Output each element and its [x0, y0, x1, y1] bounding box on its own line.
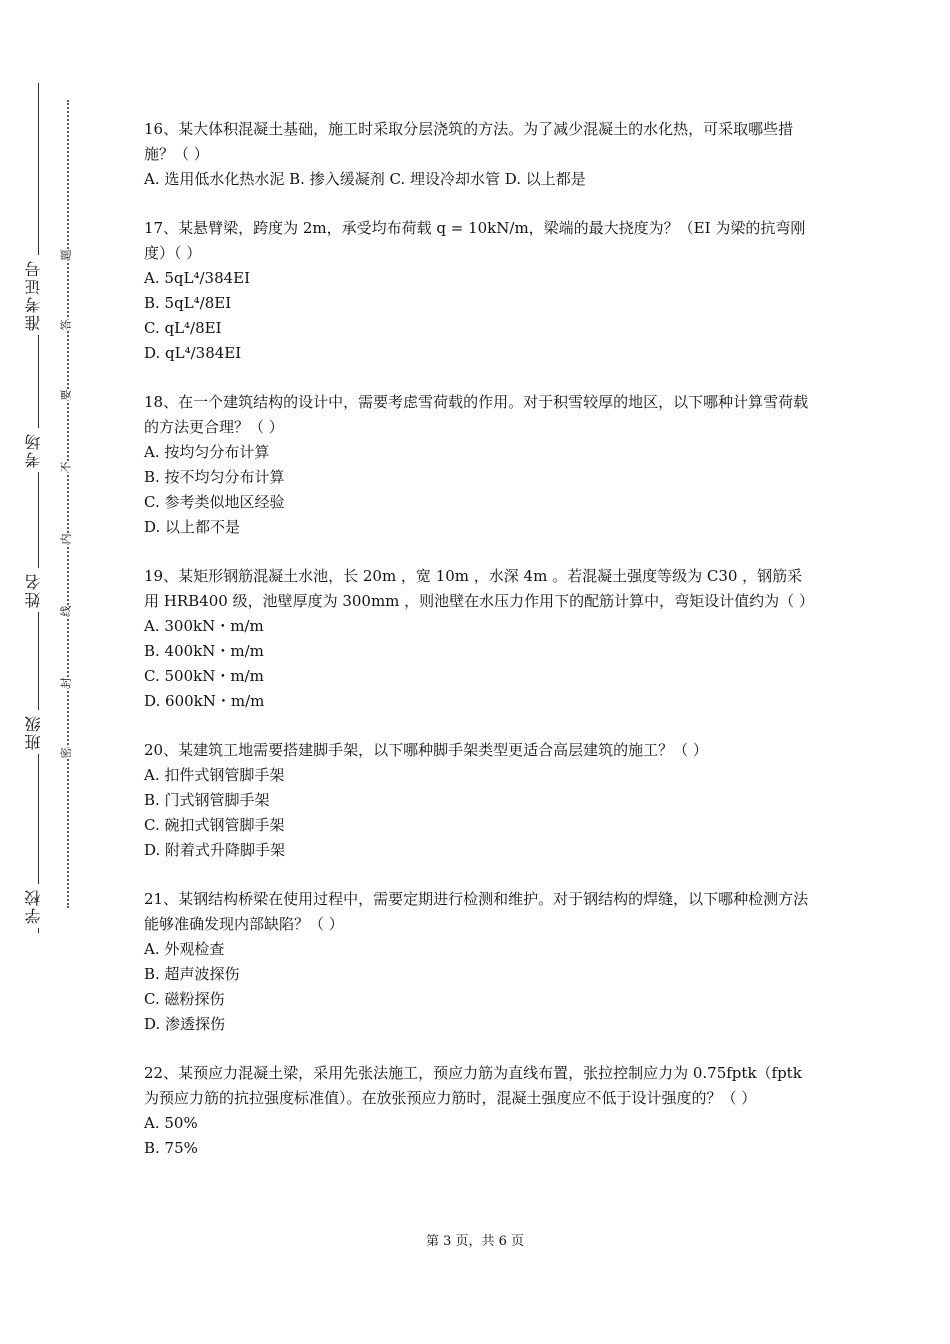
option-b: B. 门式钢管脚手架 [144, 791, 270, 809]
field-exam-number: 准考证号 [22, 255, 45, 335]
seal-char: 题 [55, 250, 77, 261]
option-c: C. 参考类似地区经验 [144, 493, 285, 511]
question-options-inline: A. 选用低水化热水泥 B. 掺入缓凝剂 C. 埋设冷却水管 D. 以上都是 [144, 170, 586, 188]
option-a: A. 外观检查 [144, 940, 225, 958]
option-b: B. 超声波探伤 [144, 965, 240, 983]
option-b: B. 75% [144, 1139, 198, 1157]
question-19 [144, 564, 812, 714]
question-stem: 18、在一个建筑结构的设计中，需要考虑雪荷载的作用。对于积雪较厚的地区，以下哪种计算雪荷载的方法更合理？（ ） [144, 393, 809, 436]
option-b: B. 按不均匀分布计算 [144, 468, 285, 486]
question-list [144, 117, 812, 1185]
question-22 [144, 1061, 812, 1161]
seal-dotted-line [67, 100, 69, 908]
option-c: C. qL⁴/8EI [144, 319, 222, 337]
question-stem: 21、某钢结构桥梁在使用过程中，需要定期进行检测和维护。对于钢结构的焊缝，以下哪种检测方法能够准确发现内部缺陷？（ ） [144, 890, 809, 933]
question-21 [144, 887, 812, 1037]
field-school: 学校 [22, 884, 45, 928]
question-stem: 17、某悬臂梁，跨度为 2m，承受均布荷载 q = 10kN/m，梁端的最大挠度为？（EI 为梁的抗弯刚度）（ ） [144, 219, 806, 262]
option-b: B. 5qL⁴/8EI [144, 294, 232, 312]
question-stem: 22、某预应力混凝土梁，采用先张法施工，预应力筋为直线布置，张拉控制应力为 0.75fptk（fptk 为预应力筋的抗拉强度标准值）。在放张预应力筋时，混凝土强度应不低于设计强度的？（ ） [144, 1064, 802, 1107]
option-d: D. 附着式升降脚手架 [144, 841, 286, 859]
option-a: A. 5qL⁴/384EI [144, 269, 251, 287]
seal-char: 线 [55, 606, 77, 617]
seal-char: 封 [55, 678, 77, 689]
binding-solid-line [38, 83, 39, 933]
question-17 [144, 216, 812, 366]
option-a: A. 扣件式钢管脚手架 [144, 766, 285, 784]
seal-char: 不 [55, 462, 77, 473]
option-c: C. 碗扣式钢管脚手架 [144, 816, 285, 834]
question-stem: 16、某大体积混凝土基础，施工时采取分层浇筑的方法。为了减少混凝土的水化热，可采取哪些措施？（ ） [144, 120, 794, 163]
option-d: D. 以上都不是 [144, 518, 241, 536]
seal-char: 答 [55, 320, 77, 331]
field-class: 班级 [22, 710, 45, 754]
option-a: A. 按均匀分布计算 [144, 443, 270, 461]
option-d: D. 渗透探伤 [144, 1015, 226, 1033]
question-stem: 19、某矩形钢筋混凝土水池，长 20m ，宽 10m ，水深 4m 。若混凝土强度等级为 C30 ，钢筋采用 HRB400 级，池壁厚度为 300mm ，则池壁在水压力作用下的配筋计算中，弯矩设计值约为（ ） [144, 567, 814, 610]
seal-char: 密 [55, 748, 77, 759]
option-d: D. 600kN・m/m [144, 692, 265, 710]
option-a: A. 300kN・m/m [144, 617, 264, 635]
option-c: C. 500kN・m/m [144, 667, 264, 685]
field-exam-room: 考场 [22, 428, 45, 472]
question-16 [144, 117, 812, 192]
seal-char: 内 [55, 534, 77, 545]
field-name: 姓名 [22, 568, 45, 612]
option-b: B. 400kN・m/m [144, 642, 264, 660]
option-d: D. qL⁴/384EI [144, 344, 242, 362]
question-stem: 20、某建筑工地需要搭建脚手架，以下哪种脚手架类型更适合高层建筑的施工？（ ） [144, 741, 708, 759]
binding-margin [0, 0, 110, 1344]
page-footer: 第 3 页，共 6 页 [425, 1234, 525, 1249]
question-20 [144, 738, 812, 863]
option-a: A. 50% [144, 1114, 198, 1132]
option-c: C. 磁粉探伤 [144, 990, 225, 1008]
seal-char: 要 [55, 390, 77, 401]
question-18 [144, 390, 812, 540]
